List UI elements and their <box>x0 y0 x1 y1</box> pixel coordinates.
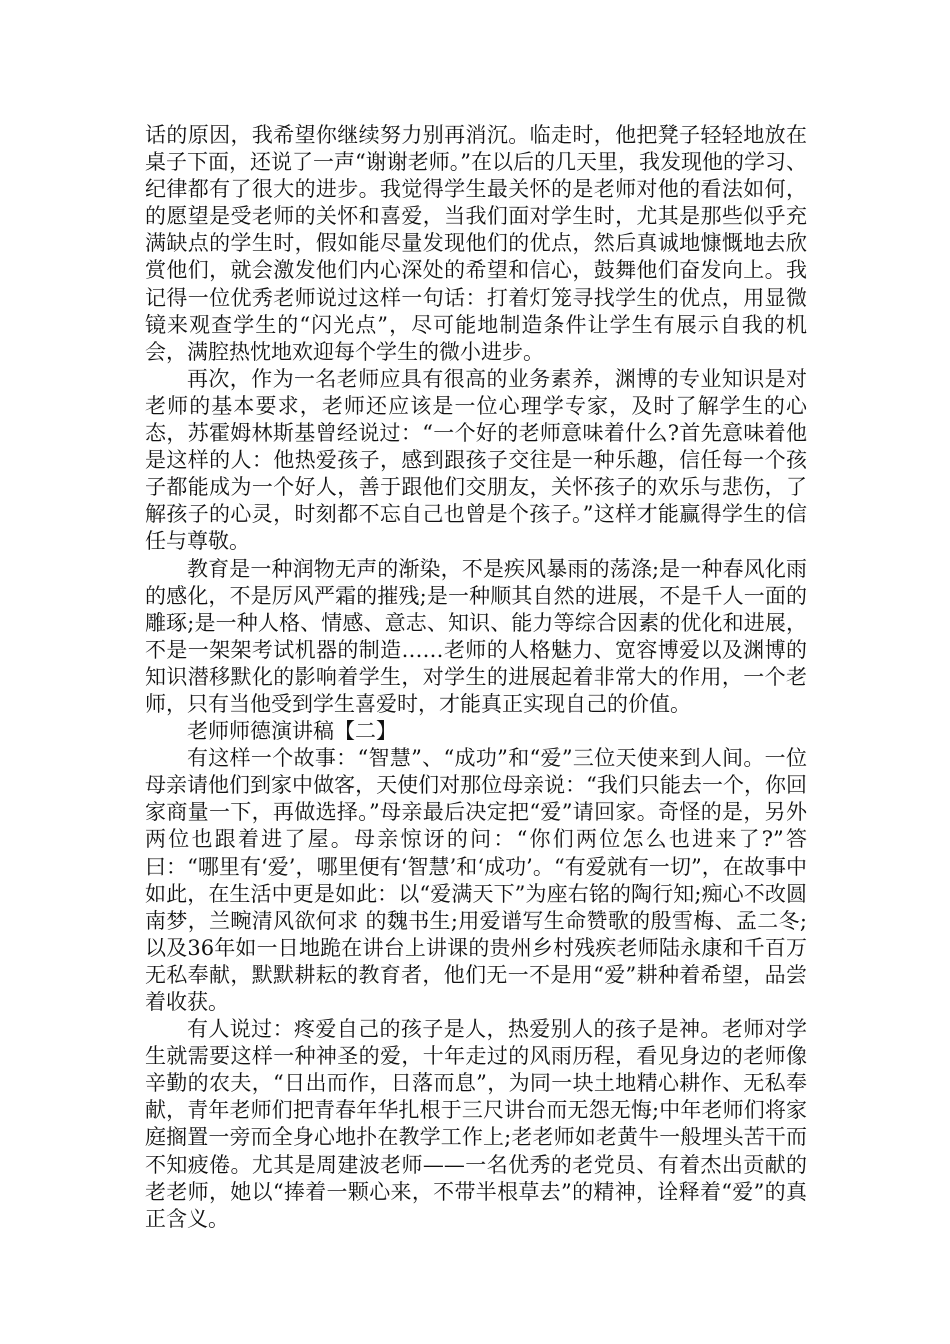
paragraph: 教育是一种润物无声的渐染，不是疾风暴雨的荡涤;是一种春风化雨的感化，不是厉风严霜的摧残;是一种顺其自然的进展，不是千人一面的雕琢;是一种人格、情感、意志、知识、能力等综合因素的优化和进展，不是一架架考试机器的制造……老师的人格魅力、宽容博爱以及渊博的知识潜移默化的影响着学生，对学生的进展起着非常大的作用，一个老师，只有当他受到学生喜爱时，才能真正实现自己的价值。 <box>145 556 807 716</box>
section-heading: 老师师德演讲稿【二】 <box>187 719 397 744</box>
paragraph: 再次，作为一名老师应具有很高的业务素养，渊博的专业知识是对老师的基本要求，老师还应该是一位心理学专家，及时了解学生的心态，苏霍姆林斯基曾经说过：“一个好的老师意味着什么?首先意味着他是这样的人：他热爱孩子，感到跟孩子交往是一种乐趣，信任每一个孩子都能成为一个好人，善于跟他们交朋友，关怀孩子的欢乐与悲伤，了解孩子的心灵，时刻都不忘自己也曾是个孩子。”这样才能赢得学生的信任与尊敬。 <box>145 366 807 554</box>
paragraph: 有人说过：疼爱自己的孩子是人，热爱别人的孩子是神。老师对学生就需要这样一种神圣的爱，十年走过的风雨历程，看见身边的老师像辛勤的农夫，“日出而作，日落而息”，为同一块土地精心耕作、无私奉献，青年老师们把青春年华扎根于三尺讲台而无怨无悔;中年老师们将家庭搁置一旁而全身心地扑在教学工作上;老老师如老黄牛一般埋头苦干而不知疲倦。尤其是周建波老师——一名优秀的老党员、有着杰出贡献的老老师，她以“捧着一颗心来，不带半根草去”的精神，诠释着“爱”的真正含义。 <box>145 1017 807 1231</box>
paragraph: 有这样一个故事：“智慧”、“成功”和“爱”三位天使来到人间。一位母亲请他们到家中做客，天使们对那位母亲说：“我们只能去一个，你回家商量一下，再做选择。”母亲最后决定把“爱”请回家。奇怪的是，另外两位也跟着进了屋。母亲惊讶的问：“你们两位怎么也进来了?”答曰：“哪里有‘爱’，哪里便有‘智慧’和‘成功’。“有爱就有一切”，在故事中如此，在生活中更是如此：以“爱满天下”为座右铭的陶行知;痴心不改圆南梦，兰畹清风欲何求 的魏书生;用爱谱写生命赞歌的殷雪梅、孟二冬;以及36年如一日地跪在讲台上讲课的贵州乡村残疾老师陆永康和千百万无私奉献，默默耕耘的教育者，他们无一不是用“爱”耕种着希望，品尝着收获。 <box>145 746 807 1014</box>
document-body <box>145 122 807 1233</box>
paragraph-continuation: 话的原因，我希望你继续努力别再消沉。临走时，他把凳子轻轻地放在桌子下面，还说了一声“谢谢老师。”在以后的几天里，我发现他的学习、纪律都有了很大的进步。我觉得学生最关怀的是老师对他的看法如何，的愿望是受老师的关怀和喜爱，当我们面对学生时，尤其是那些似乎充满缺点的学生时，假如能尽量发现他们的优点，然后真诚地慷慨地去欣赏他们，就会激发他们内心深处的希望和信心，鼓舞他们奋发向上。我记得一位优秀老师说过这样一句话：打着灯笼寻找学生的优点，用显微镜来观查学生的“闪光点”，尽可能地制造条件让学生有展示自我的机会，满腔热忱地欢迎每个学生的微小进步。 <box>145 123 807 364</box>
